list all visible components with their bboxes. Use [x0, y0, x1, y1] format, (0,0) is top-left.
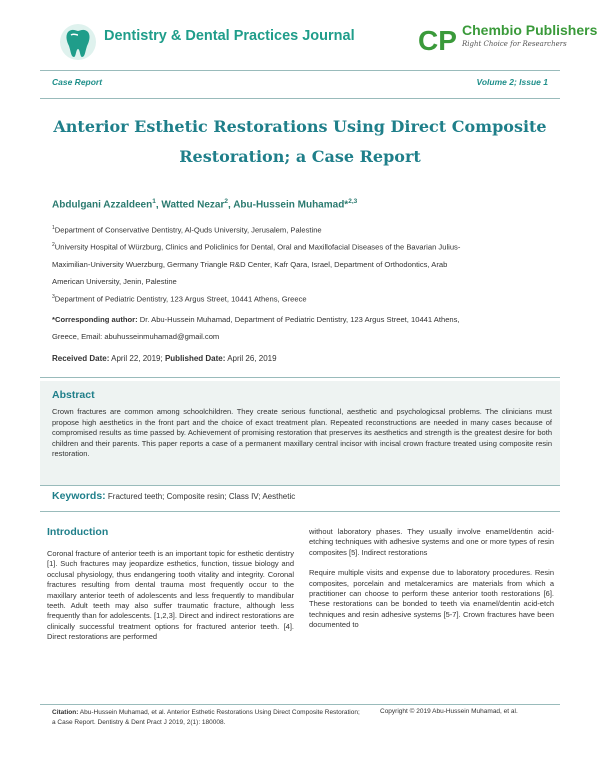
aff2-sup: 2 — [52, 242, 55, 248]
intro-right-paragraph-2: Require multiple visits and expense due to laboratory procedures. Resin composites, porcelain and metalceramics are materials from which a practitioner can choose to perform these anterior tooth restorations [6]. These restorations can be bonded to teeth via enamel/dentin acid-etch techniques and resin adhesive systems [5-7]. Crown fractures have been documented to — [309, 568, 554, 630]
dates — [52, 354, 277, 363]
volume-label: Volume 2; Issue 1 — [476, 77, 548, 87]
author-1-sup: 1 — [152, 198, 156, 205]
section-label: Case Report — [52, 77, 103, 87]
author-2-sup: 2 — [224, 198, 228, 205]
citation — [52, 708, 362, 728]
aff1-text: Department of Conservative Dentistry, Al-Quds University, Jerusalem, Palestine — [54, 225, 322, 235]
keywords — [52, 490, 295, 502]
published-label: Published Date: — [164, 354, 226, 363]
header-divider-2 — [40, 98, 560, 99]
aff2-line-2: Maximilian-University Wuerzburg, Germany Triangle R&D Center, Kafr Qara, Israel, Department of Orthodontics, Arab — [52, 259, 448, 269]
intro-left-column — [47, 549, 294, 653]
aff2-line-3: American University, Jenin, Palestine — [52, 276, 177, 286]
publisher-tagline: Right Choice for Researchers — [462, 40, 567, 48]
received-label: Received Date: — [52, 354, 110, 363]
publisher-logo-text: CP — [418, 25, 457, 56]
affiliation-1 — [52, 220, 552, 239]
aff1-sup: 1 — [52, 225, 55, 231]
header-divider — [40, 70, 560, 71]
citation-text: Abu-Hussein Muhamad, et al. Anterior Esthetic Restorations Using Direct Composite Restoration; a Case Report. Dentistry & Dent Pract J 2019, 2(1): 180008. — [52, 709, 360, 726]
author-sep-1: , — [155, 199, 162, 211]
title-line-2: Restoration; a Case Report — [179, 147, 421, 166]
publisher-logo-icon — [418, 22, 462, 56]
publisher-name: Chembio Publishers — [462, 22, 598, 38]
author-2: Watted Nezar — [161, 199, 225, 211]
introduction-heading: Introduction — [47, 526, 109, 538]
abstract-top-divider — [40, 377, 560, 378]
title-line-1: Anterior Esthetic Restorations Using Direct Composite — [53, 117, 547, 136]
aff3-sup: 3 — [52, 294, 55, 300]
author-3-sup: 2,3 — [348, 198, 358, 205]
keywords-text: Fractured teeth; Composite resin; Class IV; Aesthetic — [105, 492, 296, 501]
journal-name: Dentistry & Dental Practices Journal — [104, 28, 355, 44]
keywords-label: Keywords: — [52, 490, 106, 502]
intro-right-paragraph-1: without laboratory phases. They usually involve enamel/dentin acid-etching techniques with adhesive systems and one or more types of resin composites [5]. Indirect restorations — [309, 527, 554, 557]
intro-left-paragraph: Coronal fracture of anterior teeth is an important topic for esthetic dentistry [1]. Such fractures may jeopardize esthetics, function, tissue biology and occlusal physiology, thus endangering tooth vitality and integrity. Coronal fractures resulting from dental trauma most frequently occur to the maxillary anterior teeth of adolescents and less frequently to mandibular teeth. Adult teeth may also suffer traumatic fracture, although less frequently than for adolescents. [1,2,3]. Direct and indirect restorations are clinically successful treatment options for fractured anterior teeth. [4]. Direct restorations are performed — [47, 549, 294, 642]
intro-right-column — [309, 527, 554, 641]
author-1: Abdulgani Azzaldeen — [52, 199, 153, 211]
abstract-text: Crown fractures are common among schoolchildren. They create serious functional, aesthetic and psychologicsal problems. The clinicians must propose high aesthetics in the front part and the choice of exact treatment plan. Repeated reconstructions are needed in many cases because of compromised results as time passed by. Achievement of promising restoration that preserves its aesthetics and strength is the greatest desire for both children and their parents. This paper reports a case of a permanent maxillary central incisor with incisal crown fracture treated using composite resin restoration. — [52, 407, 552, 459]
corresponding-label: *Corresponding author: — [52, 315, 138, 324]
author-list — [52, 198, 357, 210]
author-3: Abu-Hussein Muhamad* — [233, 199, 349, 211]
copyright: Copyright © 2019 Abu-Hussein Muhamad, et al. — [380, 708, 518, 715]
abstract-heading: Abstract — [52, 389, 95, 401]
journal-tooth-logo-icon — [58, 22, 98, 62]
affiliation-3 — [52, 289, 552, 308]
corresponding-author — [52, 311, 552, 345]
received-date: April 22, 2019; — [109, 354, 165, 363]
paper-title — [40, 112, 560, 172]
affiliation-2 — [52, 237, 552, 290]
aff3-text: Department of Pediatric Dentistry, 123 Argus Street, 10441 Athens, Greece — [54, 294, 307, 304]
published-date: April 26, 2019 — [225, 354, 277, 363]
keywords-divider — [40, 511, 560, 512]
corresponding-line-2: Greece, Email: abuhusseinmuhamad@gmail.com — [52, 332, 220, 341]
citation-label: Citation: — [52, 709, 79, 716]
corresponding-line-1: Dr. Abu-Hussein Muhamad, Department of Pediatric Dentistry, 123 Argus Street, 10441 Athens, — [137, 315, 460, 324]
aff2-line-1: University Hospital of Würzburg, Clinics and Policlinics for Dental, Oral and Maxillofacial Diseases of the Bavarian Julius- — [54, 242, 461, 252]
author-sep-2: , — [228, 199, 234, 211]
footer-divider — [40, 704, 560, 705]
abstract-bottom-divider — [40, 485, 560, 486]
